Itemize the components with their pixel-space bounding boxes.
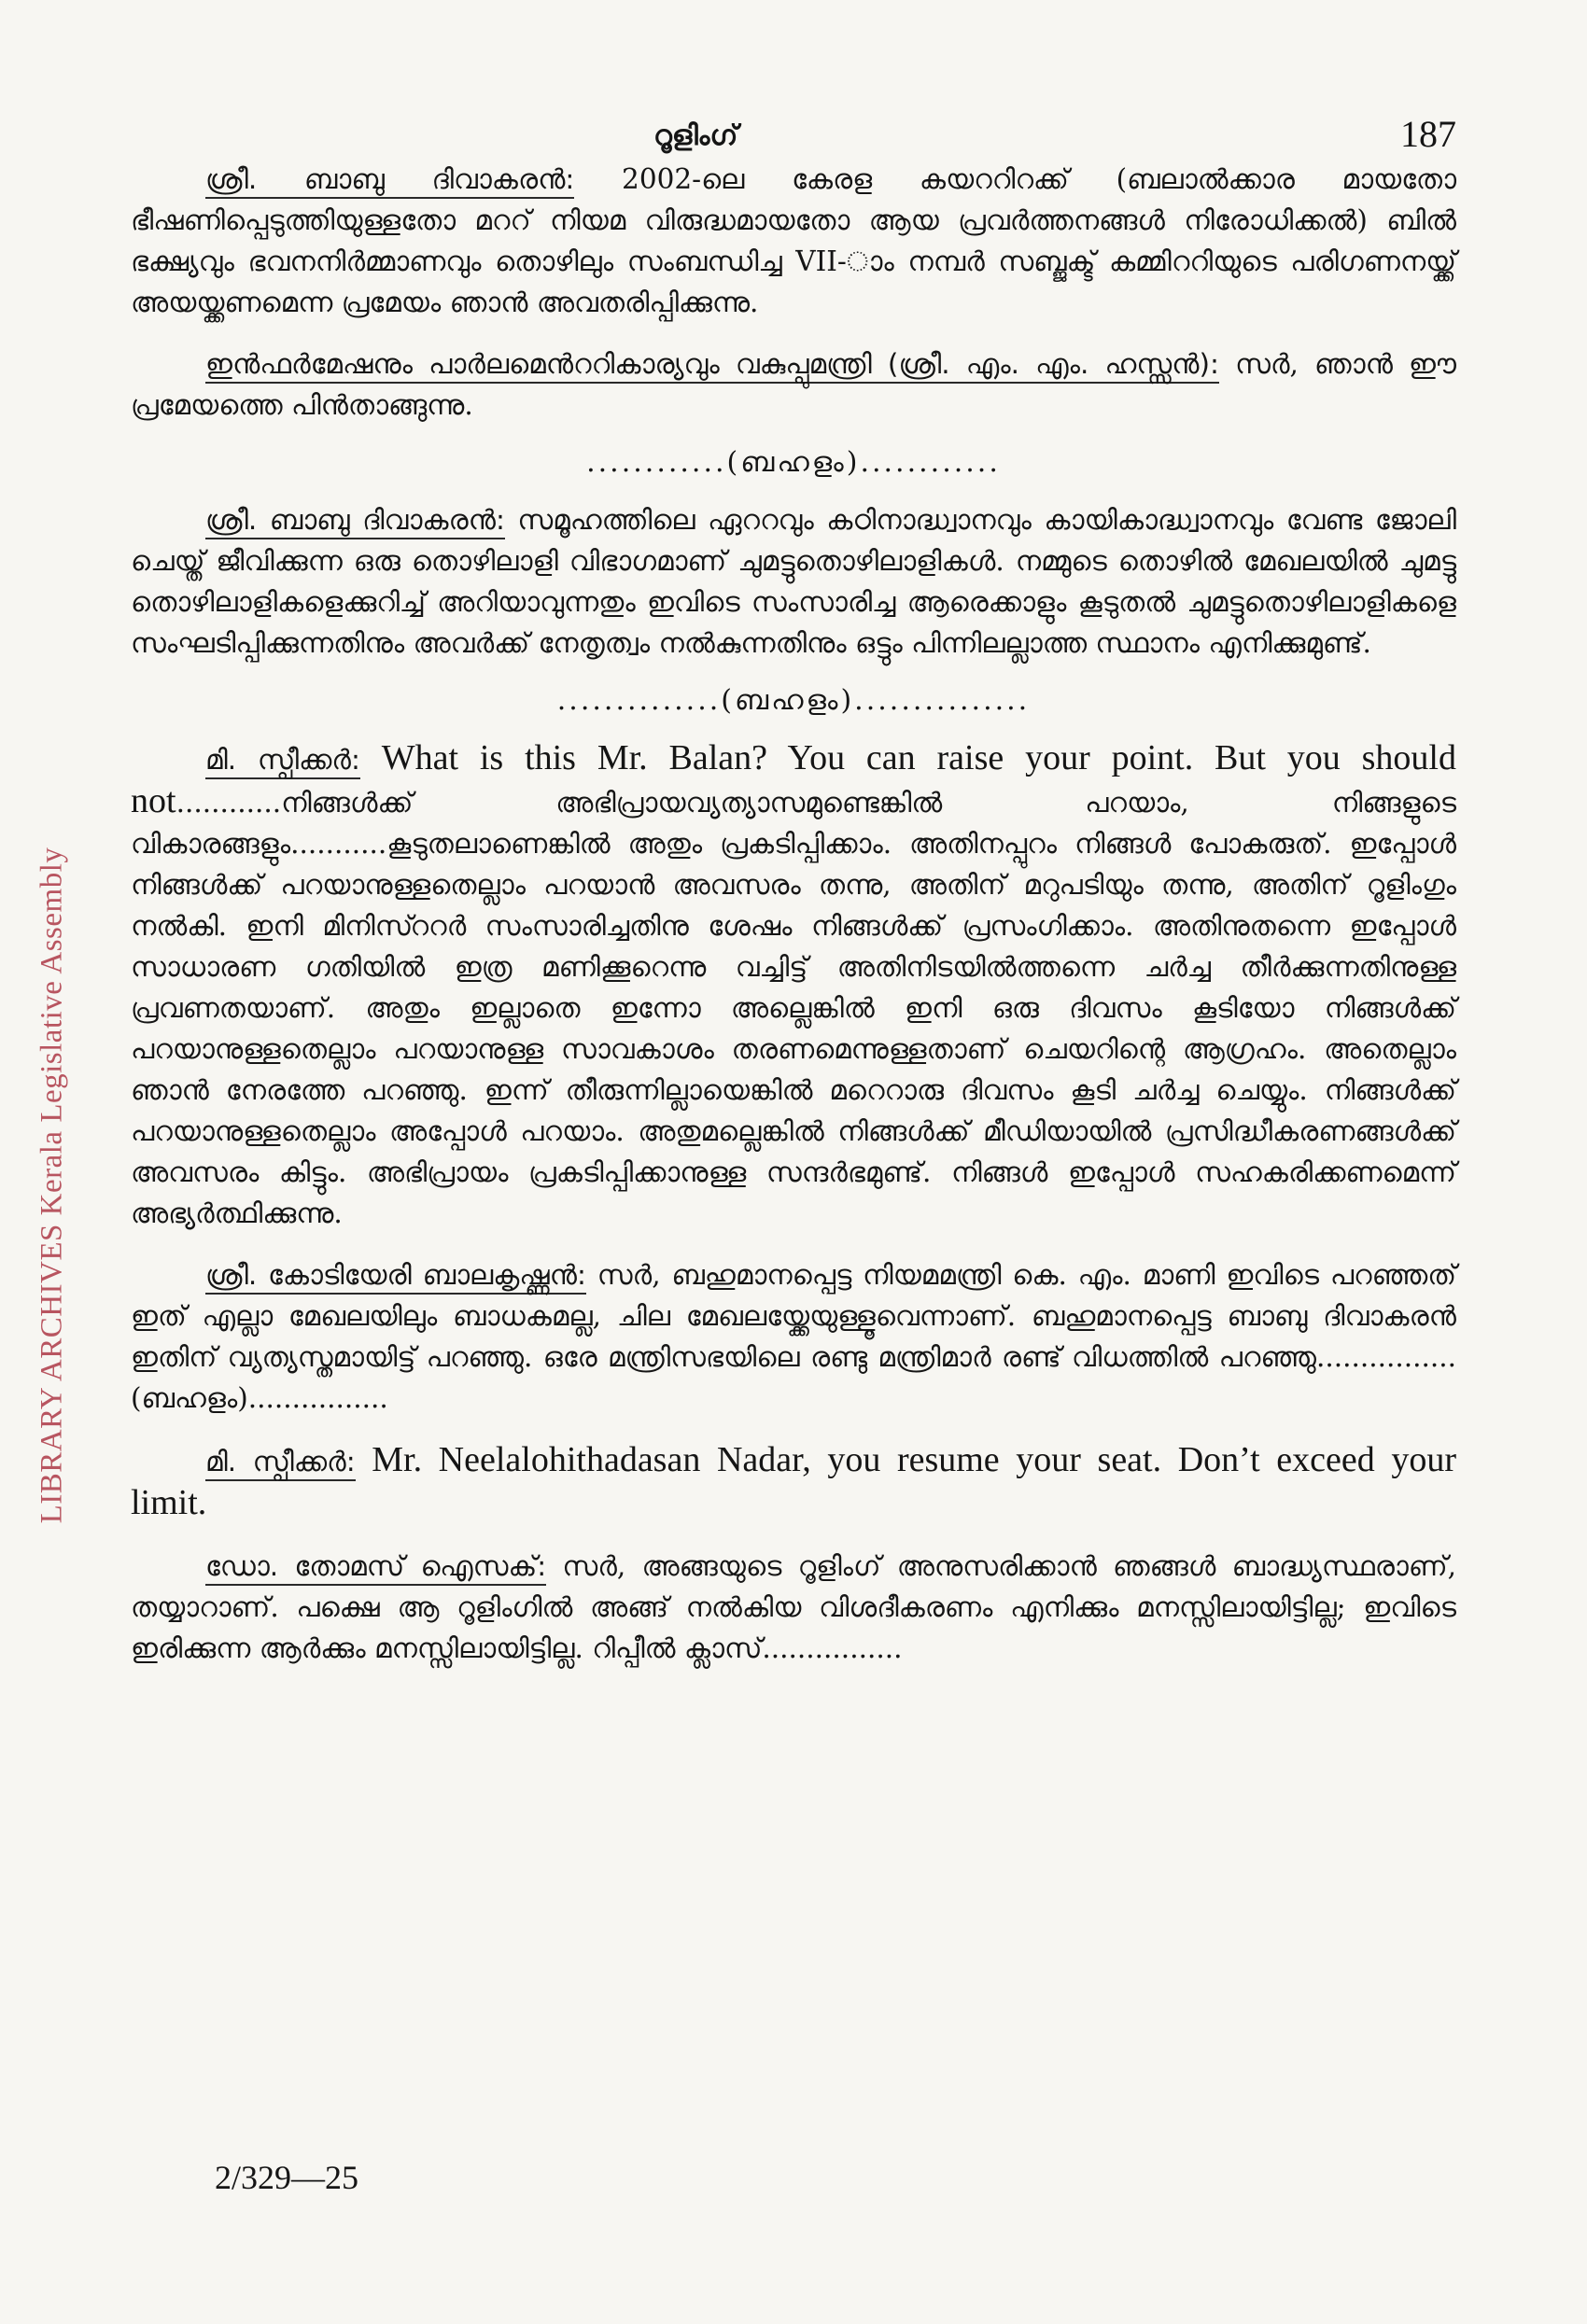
paragraph-speaker-seat	[131, 1439, 1456, 1525]
paragraph-text: 2002-ലെ കേരള കയററിറക്ക് (ബലാൽക്കാര മായതോ ഭീഷണിപ്പെടുത്തിയുള്ളതോ മററ് നിയമ വിരുദ്ധമായതോ ആയ പ്രവർത്തനങ്ങൾ നിരോധിക്കൽ) ബിൽ ഭക്ഷ്യവും ഭവനനിർമ്മാണവും തൊഴിലും സംബന്ധിച്ച VII-ാം നമ്പർ സബ്ജക്ട് കമ്മിററിയുടെ പരിഗണനയ്ക്ക് അയയ്ക്കണമെന്ന പ്രമേയം ഞാൻ അവതരിപ്പിക്കുന്നു.	[131, 163, 1457, 318]
paragraph-text: സർ, ബഹുമാനപ്പെട്ട നിയമമന്ത്രി കെ. എം. മാണി ഇവിടെ പറഞ്ഞത് ഇത് എല്ലാ മേഖലയിലും ബാധകമല്ല, ചില മേഖലയ്ക്കേയുള്ളൂവെന്നാണ്. ബഹുമാനപ്പെട്ട ബാബു ദിവാകരൻ ഇതിന് വ്യത്യസ്തമായിട്ട് പറഞ്ഞു. ഒരേ മന്ത്രിസഭയിലെ രണ്ടു മന്ത്രിമാർ രണ്ട് വിധത്തിൽ പറഞ്ഞു................(ബഹളം)................	[131, 1259, 1456, 1414]
archive-watermark: LIBRARY ARCHIVES Kerala Legislative Assembly	[35, 847, 69, 1524]
paragraph-babu-1	[131, 159, 1456, 323]
paragraph-text: സർ, അങ്ങയുടെ റൂളിംഗ് അനുസരിക്കാൻ ഞങ്ങൾ ബാദ്ധ്യസ്ഥരാണ്, തയ്യാറാണ്. പക്ഷെ ആ റൂളിംഗിൽ അങ്ങ് നൽകിയ വിശദീകരണം എനിക്കും മനസ്സിലായിട്ടില്ല; ഇവിടെ ഇരിക്കുന്ന ആർക്കും മനസ്സിലായിട്ടില്ല. റിപ്പീൽ ക്ലാസ്................	[131, 1550, 1456, 1664]
paragraph-speaker-ruling	[131, 737, 1456, 1234]
speaker-name: ശ്രീ. ബാബു ദിവാകരൻ:	[205, 504, 505, 539]
noise-marker: ..............(ബഹളം)...............	[556, 684, 1031, 717]
speaker-name: ഇൻഫർമേഷനും പാർലമെൻററികാര്യവും വകുപ്പുമന്ത്രി (ശ്രീ. എം. എം. ഹസ്സൻ):	[205, 348, 1219, 384]
paragraph-kodiyeri	[131, 1254, 1456, 1419]
document-page	[131, 103, 1456, 1689]
page-header	[131, 103, 1456, 159]
footer-code: 2/329—25	[215, 2159, 359, 2196]
paragraph-babu-2	[131, 499, 1456, 664]
paragraph-thomas-isaac	[131, 1546, 1456, 1669]
paragraph-text: സമൂഹത്തിലെ ഏററവും കഠിനാദ്ധ്വാനവും കായികാദ്ധ്വാനവും വേണ്ട ജോലി ചെയ്ത് ജീവിക്കുന്ന ഒരു തൊഴിലാളി വിഭാഗമാണ് ചുമട്ടുതൊഴിലാളികൾ. നമ്മുടെ തൊഴിൽ മേഖലയിൽ ചുമട്ടു തൊഴിലാളികളെക്കുറിച്ച് അറിയാവുന്നതും ഇവിടെ സംസാരിച്ച ആരെക്കാളും കൂടുതൽ ചുമട്ടുതൊഴിലാളികളെ സംഘടിപ്പിക്കുന്നതിനും അവർക്ക് നേതൃത്വം നൽകുന്നതിനും ഒട്ടും പിന്നിലല്ലാത്ത സ്ഥാനം എനിക്കുമുണ്ട്.	[131, 504, 1456, 659]
speaker-name: മി. സ്പീക്കർ:	[205, 1446, 356, 1481]
paragraph-text: ............നിങ്ങൾക്ക് അഭിപ്രായവ്യത്യാസമുണ്ടെങ്കിൽ പറയാം, നിങ്ങളുടെ വികാരങ്ങളും...........കൂടുതലാണെങ്കിൽ അതും പ്രകടിപ്പിക്കാം. അതിനപ്പുറം നിങ്ങൾ പോകരുത്. ഇപ്പോൾ നിങ്ങൾക്ക് പറയാനുള്ളതെല്ലാം പറയാൻ അവസരം തന്നു, അതിന് മറുപടിയും തന്നു, അതിന് റൂളിംഗും നൽകി. ഇനി മിനിസ്ററർ സംസാരിച്ചതിനു ശേഷം നിങ്ങൾക്ക് പ്രസംഗിക്കാം. അതിനുതന്നെ ഇപ്പോൾ സാധാരണ ഗതിയിൽ ഇത്ര മണിക്കൂറെന്നു വച്ചിട്ട് അതിനിടയിൽത്തന്നെ ചർച്ച തീർക്കുന്നതിനുള്ള പ്രവണതയാണ്. അതും ഇല്ലാതെ ഇന്നോ അല്ലെങ്കിൽ ഇനി ഒരു ദിവസം കൂടിയോ നിങ്ങൾക്ക് പറയാനുള്ളതെല്ലാം പറയാനുള്ള സാവകാശം തരണമെന്നുള്ളതാണ് ചെയറിന്റെ ആഗ്രഹം. അതെല്ലാം ഞാൻ നേരത്തേ പറഞ്ഞു. ഇന്ന് തീരുന്നില്ലായെങ്കിൽ മറെറാരു ദിവസം കൂടി ചർച്ച ചെയ്യും. നിങ്ങൾക്ക് പറയാനുള്ളതെല്ലാം അപ്പോൾ പറയാം. അതുമല്ലെങ്കിൽ നിങ്ങൾക്ക് മീഡിയായിൽ പ്രസിദ്ധീകരണങ്ങൾക്ക് അവസരം കിട്ടും. അഭിപ്രായം പ്രകടിപ്പിക്കാനുള്ള സന്ദർഭമുണ്ട്. നിങ്ങൾ ഇപ്പോൾ സഹകരിക്കണമെന്ന് അഭ്യർത്ഥിക്കുന്നു.	[131, 787, 1456, 1229]
page-number: 187	[1400, 113, 1456, 155]
paragraph-text: സർ, ഞാൻ ഈ പ്രമേയത്തെ പിൻതാങ്ങുന്നു.	[131, 348, 1456, 421]
running-title: റൂളിംഗ്	[653, 119, 738, 152]
speaker-name: ഡോ. തോമസ് ഐസക്:	[205, 1550, 546, 1586]
noise-marker: ............(ബഹളം)............	[586, 446, 1001, 479]
english-text: Mr. Neelalohithadasan Nadar, you resume your seat. Don’t exceed your limit.	[131, 1440, 1456, 1522]
speaker-name: മി. സ്പീക്കർ:	[205, 744, 360, 779]
paragraph-minister-hassan	[131, 343, 1456, 426]
english-text: What is this Mr. Balan? You can raise your point. But you should not	[131, 738, 1456, 820]
speaker-name: ശ്രീ. കോടിയേരി ബാലകൃഷ്ണൻ:	[205, 1259, 586, 1295]
speaker-name: ശ്രീ. ബാബു ദിവാകരൻ:	[205, 163, 574, 199]
